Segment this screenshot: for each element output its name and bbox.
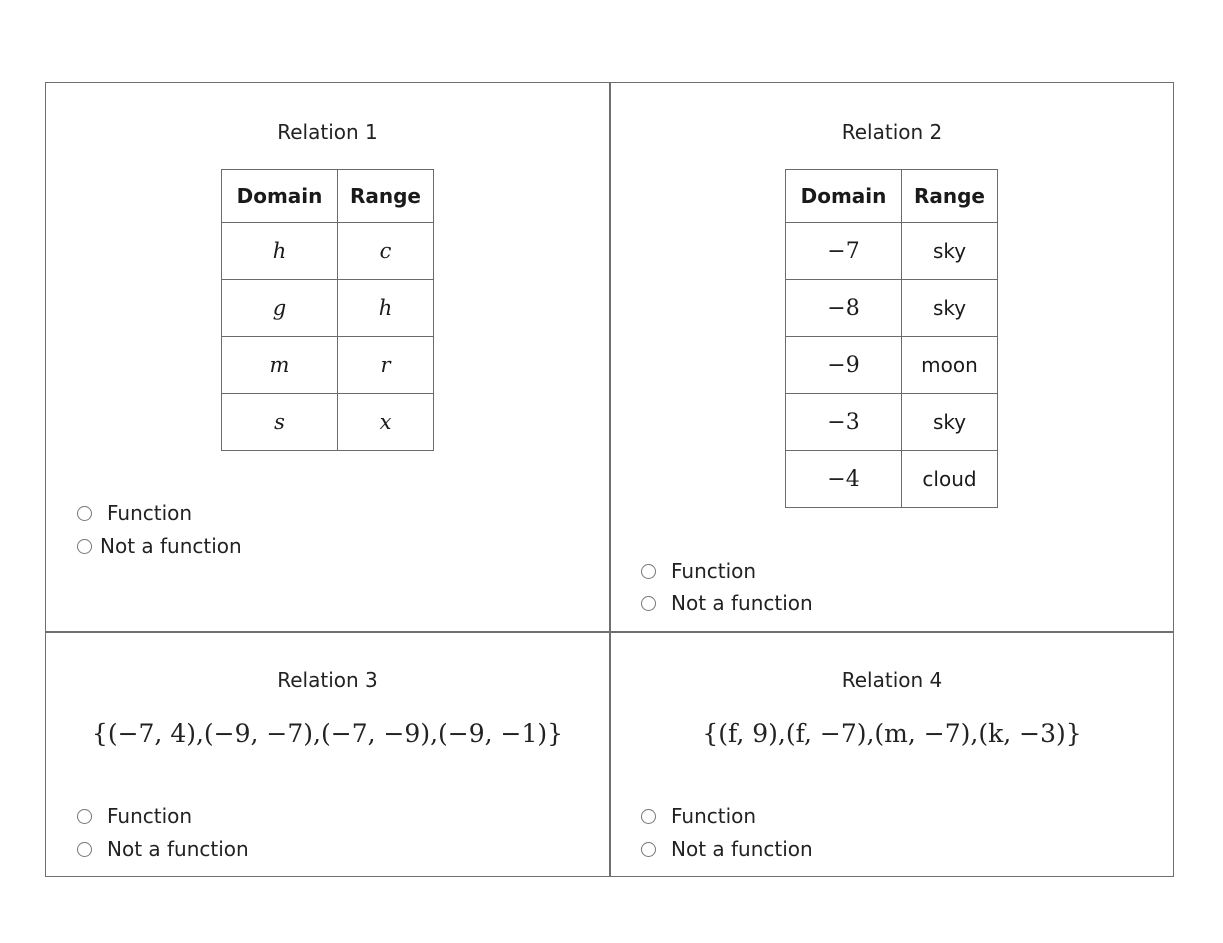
relation-3-panel (46, 632, 609, 876)
table-row (786, 451, 998, 508)
option-label: Not a function (671, 591, 813, 615)
relation-4-title: Relation 4 (841, 668, 943, 692)
domain-cell: h (222, 223, 338, 280)
radio-button[interactable] (641, 596, 656, 611)
relation-2-not-function-option[interactable] (641, 591, 813, 615)
table-row (786, 337, 998, 394)
radio-button[interactable] (77, 809, 92, 824)
table-row (222, 394, 434, 451)
option-label: Function (107, 501, 193, 525)
range-cell: moon (902, 337, 998, 394)
range-header: Range (902, 170, 998, 223)
relation-1-panel (46, 83, 609, 631)
range-cell: sky (902, 223, 998, 280)
option-label: Function (671, 559, 757, 583)
domain-cell: −9 (786, 337, 902, 394)
relation-1-title: Relation 1 (277, 120, 378, 144)
relation-1-not-function-option[interactable] (77, 534, 242, 558)
radio-button[interactable] (641, 809, 656, 824)
range-cell: r (338, 337, 434, 394)
radio-button[interactable] (77, 842, 92, 857)
radio-button[interactable] (77, 539, 92, 554)
relations-grid (45, 82, 1174, 877)
radio-button[interactable] (641, 564, 656, 579)
radio-button[interactable] (77, 506, 92, 521)
domain-cell: −3 (786, 394, 902, 451)
table-row (786, 223, 998, 280)
relation-3-not-function-option[interactable] (77, 837, 249, 861)
relation-3-set: {(−7, 4),(−9, −7),(−7, −9),(−9, −1)} (91, 719, 564, 748)
option-label: Not a function (100, 534, 242, 558)
option-label: Function (671, 804, 757, 828)
relation-2-function-option[interactable] (641, 559, 756, 583)
table-row (786, 394, 998, 451)
domain-header: Domain (786, 170, 902, 223)
domain-cell: s (222, 394, 338, 451)
option-label: Not a function (671, 837, 813, 861)
domain-cell: −7 (786, 223, 902, 280)
relation-4-not-function-option[interactable] (641, 837, 813, 861)
relation-1-table (221, 169, 434, 451)
range-cell: x (338, 394, 434, 451)
relation-2-panel (610, 83, 1174, 631)
range-cell: c (338, 223, 434, 280)
relation-4-function-option[interactable] (641, 804, 756, 828)
domain-header: Domain (222, 170, 338, 223)
range-cell: sky (902, 280, 998, 337)
option-label: Function (107, 804, 193, 828)
table-row (222, 337, 434, 394)
table-row (786, 280, 998, 337)
relation-2-table (785, 169, 998, 508)
table-row (222, 280, 434, 337)
relation-3-function-option[interactable] (77, 804, 192, 828)
relation-2-title: Relation 2 (841, 120, 943, 144)
range-cell: cloud (902, 451, 998, 508)
range-cell: h (338, 280, 434, 337)
domain-cell: g (222, 280, 338, 337)
relation-4-panel (610, 632, 1174, 876)
radio-button[interactable] (641, 842, 656, 857)
relation-4-set: {(f, 9),(f, −7),(m, −7),(k, −3)} (702, 719, 1082, 748)
relation-1-function-option[interactable] (77, 501, 192, 525)
domain-cell: −4 (786, 451, 902, 508)
option-label: Not a function (107, 837, 249, 861)
relation-3-title: Relation 3 (277, 668, 378, 692)
range-header: Range (338, 170, 434, 223)
table-row (222, 223, 434, 280)
domain-cell: m (222, 337, 338, 394)
domain-cell: −8 (786, 280, 902, 337)
range-cell: sky (902, 394, 998, 451)
